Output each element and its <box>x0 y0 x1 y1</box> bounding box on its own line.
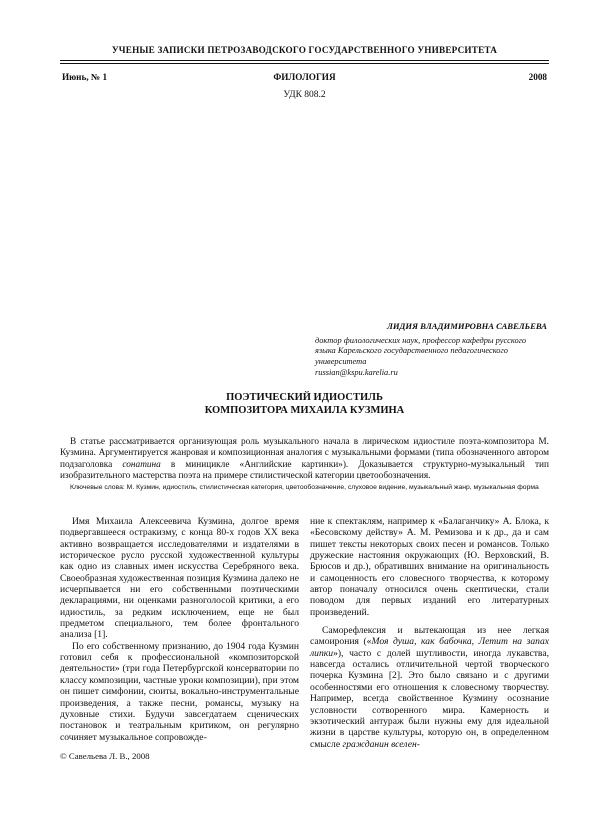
abstract <box>60 437 549 482</box>
journal-title: УЧЕНЫЕ ЗАПИСКИ ПЕТРОЗАВОДСКОГО ГОСУДАРСТВЕННОГО УНИВЕРСИТЕТА <box>111 45 498 55</box>
article-title-line-2: КОМПОЗИТОРА МИХАИЛА КУЗМИНА <box>204 405 405 416</box>
header-rule-bottom <box>60 63 549 64</box>
abstract-italic-term: сонатина <box>122 459 161 470</box>
body-quote-italic: Моя душа, как бабочка, Летит на запах липки <box>310 636 549 659</box>
body-column-left <box>60 516 299 743</box>
abstract-text-2: в миницикле «Английские картинки»). Доказывается структурно-музыкальный тип изобразительного мастерства поэта на примере стилистической категории цветообозначения. <box>60 459 549 481</box>
header-rule-top <box>60 60 549 61</box>
body-paragraph <box>310 625 549 750</box>
year-label: 2008 <box>528 72 547 82</box>
author-name: ЛИДИЯ ВЛАДИМИРОВНА САВЕЛЬЕВА <box>386 321 547 331</box>
body-paragraph: Имя Михаила Алексеевича Кузмина, долгое время подвергавшееся остракизму, с конца 80-х годов XX века активно возвращается исследователями и издателями в историческое русло русской художественной культуры как одно из славных имен искусства Серебряного века. Своеобразная художественная позиция Кузмина далеко не исчерпывается ни его собственными поэтическими декларациями, ни оценками разноголосой критики, а его идиостиль, за редким исключением, еще не был предметом специального, тем более фронтального анализа [1]. <box>60 516 299 641</box>
author-affiliation: доктор филологических наук, профессор кафедры русского языка Карельского государственного педагогического университета <box>315 336 527 366</box>
udk-code: УДК 808.2 <box>283 90 326 100</box>
abstract-text-1: В статье рассматривается организующая роль музыкального начала в лирическом идиостиле поэта-композитора М. Кузмина. Аргументируется жанровая и композиционная аналогия с музыкальными формами (типа обозначенного автором подзаголовка <box>60 437 549 470</box>
body-column-right <box>310 516 549 750</box>
body-paragraph: ние к спектаклям, например к «Балаганчику» А. Блока, к «Бесовскому действу» А. М. Ремизова и к др., да и сам пишет тексты некоторых своих песен и романсов. Только дружеские настояния окружающих (Ю. Верховский, В. Брюсов и др.), обративших внимание на оригинальность и самоценность его словесного творчества, к которому автор поначалу относился очень скептически, стали поводом для первых изданий его литературных произведений. <box>310 516 549 618</box>
body-text: »), часто с долей шутливости, иногда лукавства, навсегда остались отличительной чертой творческого почерка Кузмина [2]. Это было связано и с другими особенностями его отношения к словесному творчеству. Например, всегда свойственное Кузмину осознание условности сотворенного мира. Камерность и экзотический антураж были нужны ему для идеальной жизни в царстве культуры, которую он, в определенном смысле <box>310 647 549 750</box>
body-italic-text: гражданин вселен- <box>342 738 420 750</box>
article-title-line-1: ПОЭТИЧЕСКИЙ ИДИОСТИЛЬ <box>226 392 383 403</box>
keywords: Ключевые слова: М. Кузмин, идиостиль, стилистическая категория, цветообозначение, слуховое видение, музыкальный жанр, музыкальная форма <box>70 484 539 491</box>
body-text: Саморефлексия и вытекающая из нее легкая самоирония (« <box>310 625 549 648</box>
author-email[interactable]: russian@kspu.karelia.ru <box>315 368 398 377</box>
article-title <box>0 391 609 417</box>
copyright-notice: © Савельева Л. В., 2008 <box>60 751 150 761</box>
section-name: ФИЛОЛОГИЯ <box>273 72 336 82</box>
issue-label: Июнь, № 1 <box>62 72 108 82</box>
body-paragraph: По его собственному признанию, до 1904 года Кузмин готовил себя к профессиональной «композиторской деятельности» (три года Петербургской консерватории по классу композиции, частные уроки композиции), при этом он пишет симфонии, сюиты, вокально-инструментальные произведения, а также песни, романсы, музыку на духовные стихи. Будучи завсегдатаем сценических постановок и театральным критиком, он регулярно сочиняет музыкальное сопровожде- <box>60 640 299 743</box>
